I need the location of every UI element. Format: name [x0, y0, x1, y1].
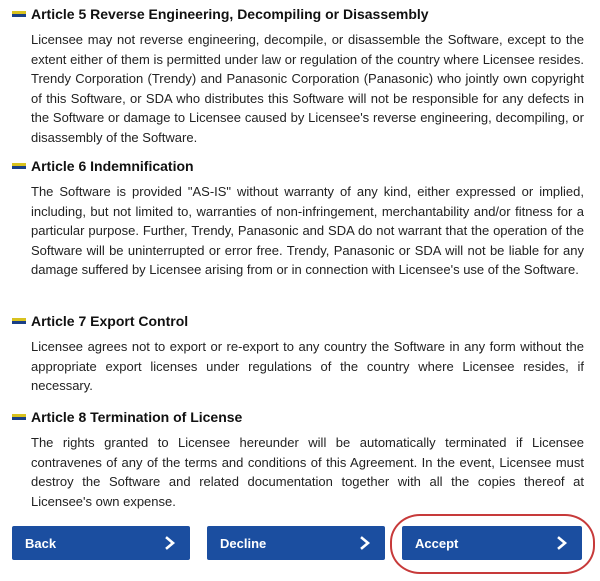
article-body: The Software is provided "AS-IS" without warranty of any kind, either expressed or implied, including, but not limited to, warranties of non-infringement, merchantability and/or fitness for a particular purpose. Further, Trendy, Panasonic and SDA do not warrant that the operation of the Software will be uninterrupted or error free. Trendy, Panasonic or SDA will not be liable for any damage suffered by Licensee arising from or in connection with Licensee's use of the Software. [31, 184, 584, 277]
article-heading [12, 156, 586, 176]
article-5 [12, 4, 586, 147]
article-body: Licensee agrees not to export or re-export to any country the Software in any form without the appropriate export licenses under regulations of the country where Licensee resides, if necessary. [31, 339, 584, 393]
decline-button-label: Decline [220, 535, 267, 551]
chevron-right-icon [359, 536, 371, 550]
back-button-label: Back [25, 535, 57, 551]
article-heading [12, 407, 586, 427]
accept-button[interactable] [402, 526, 582, 560]
back-button[interactable] [12, 526, 190, 560]
accept-button-label: Accept [415, 535, 459, 551]
chevron-right-icon [164, 536, 176, 550]
article-heading [12, 311, 586, 331]
chevron-right-icon [556, 536, 568, 550]
article-title: Article 8 Termination of License [31, 409, 243, 425]
article-heading [12, 4, 586, 24]
article-body: The rights granted to Licensee hereunder will be automatically terminated if Licensee contravenes of any of the terms and conditions of this Agreement. In the event, Licensee must destroy the Software and related documentation together with all the copies thereof at Licensee's own expense. [31, 435, 584, 509]
heading-marker-icon [12, 163, 26, 169]
article-title: Article 7 Export Control [31, 313, 189, 329]
article-body: Licensee may not reverse engineering, decompile, or disassemble the Software, except to the extent either of them is permitted under law or regulation of the country where Licensee resides. Trendy Corporation (Trendy) and Panasonic Corporation (Panasonic) who jointly own copyright of this Software, or SDA who distributes this Software will not be responsible for any defects in the Software or damage to Licensee caused by Licensee's reverse engineering, decompiling, or disassembly of the Software. [31, 32, 584, 145]
article-title: Article 6 Indemnification [31, 158, 194, 174]
article-8 [12, 407, 586, 511]
decline-button[interactable] [207, 526, 385, 560]
heading-marker-icon [12, 414, 26, 420]
article-7 [12, 311, 586, 396]
article-6 [12, 156, 586, 280]
heading-marker-icon [12, 318, 26, 324]
article-title: Article 5 Reverse Engineering, Decompiling or Disassembly [31, 6, 429, 22]
heading-marker-icon [12, 11, 26, 17]
